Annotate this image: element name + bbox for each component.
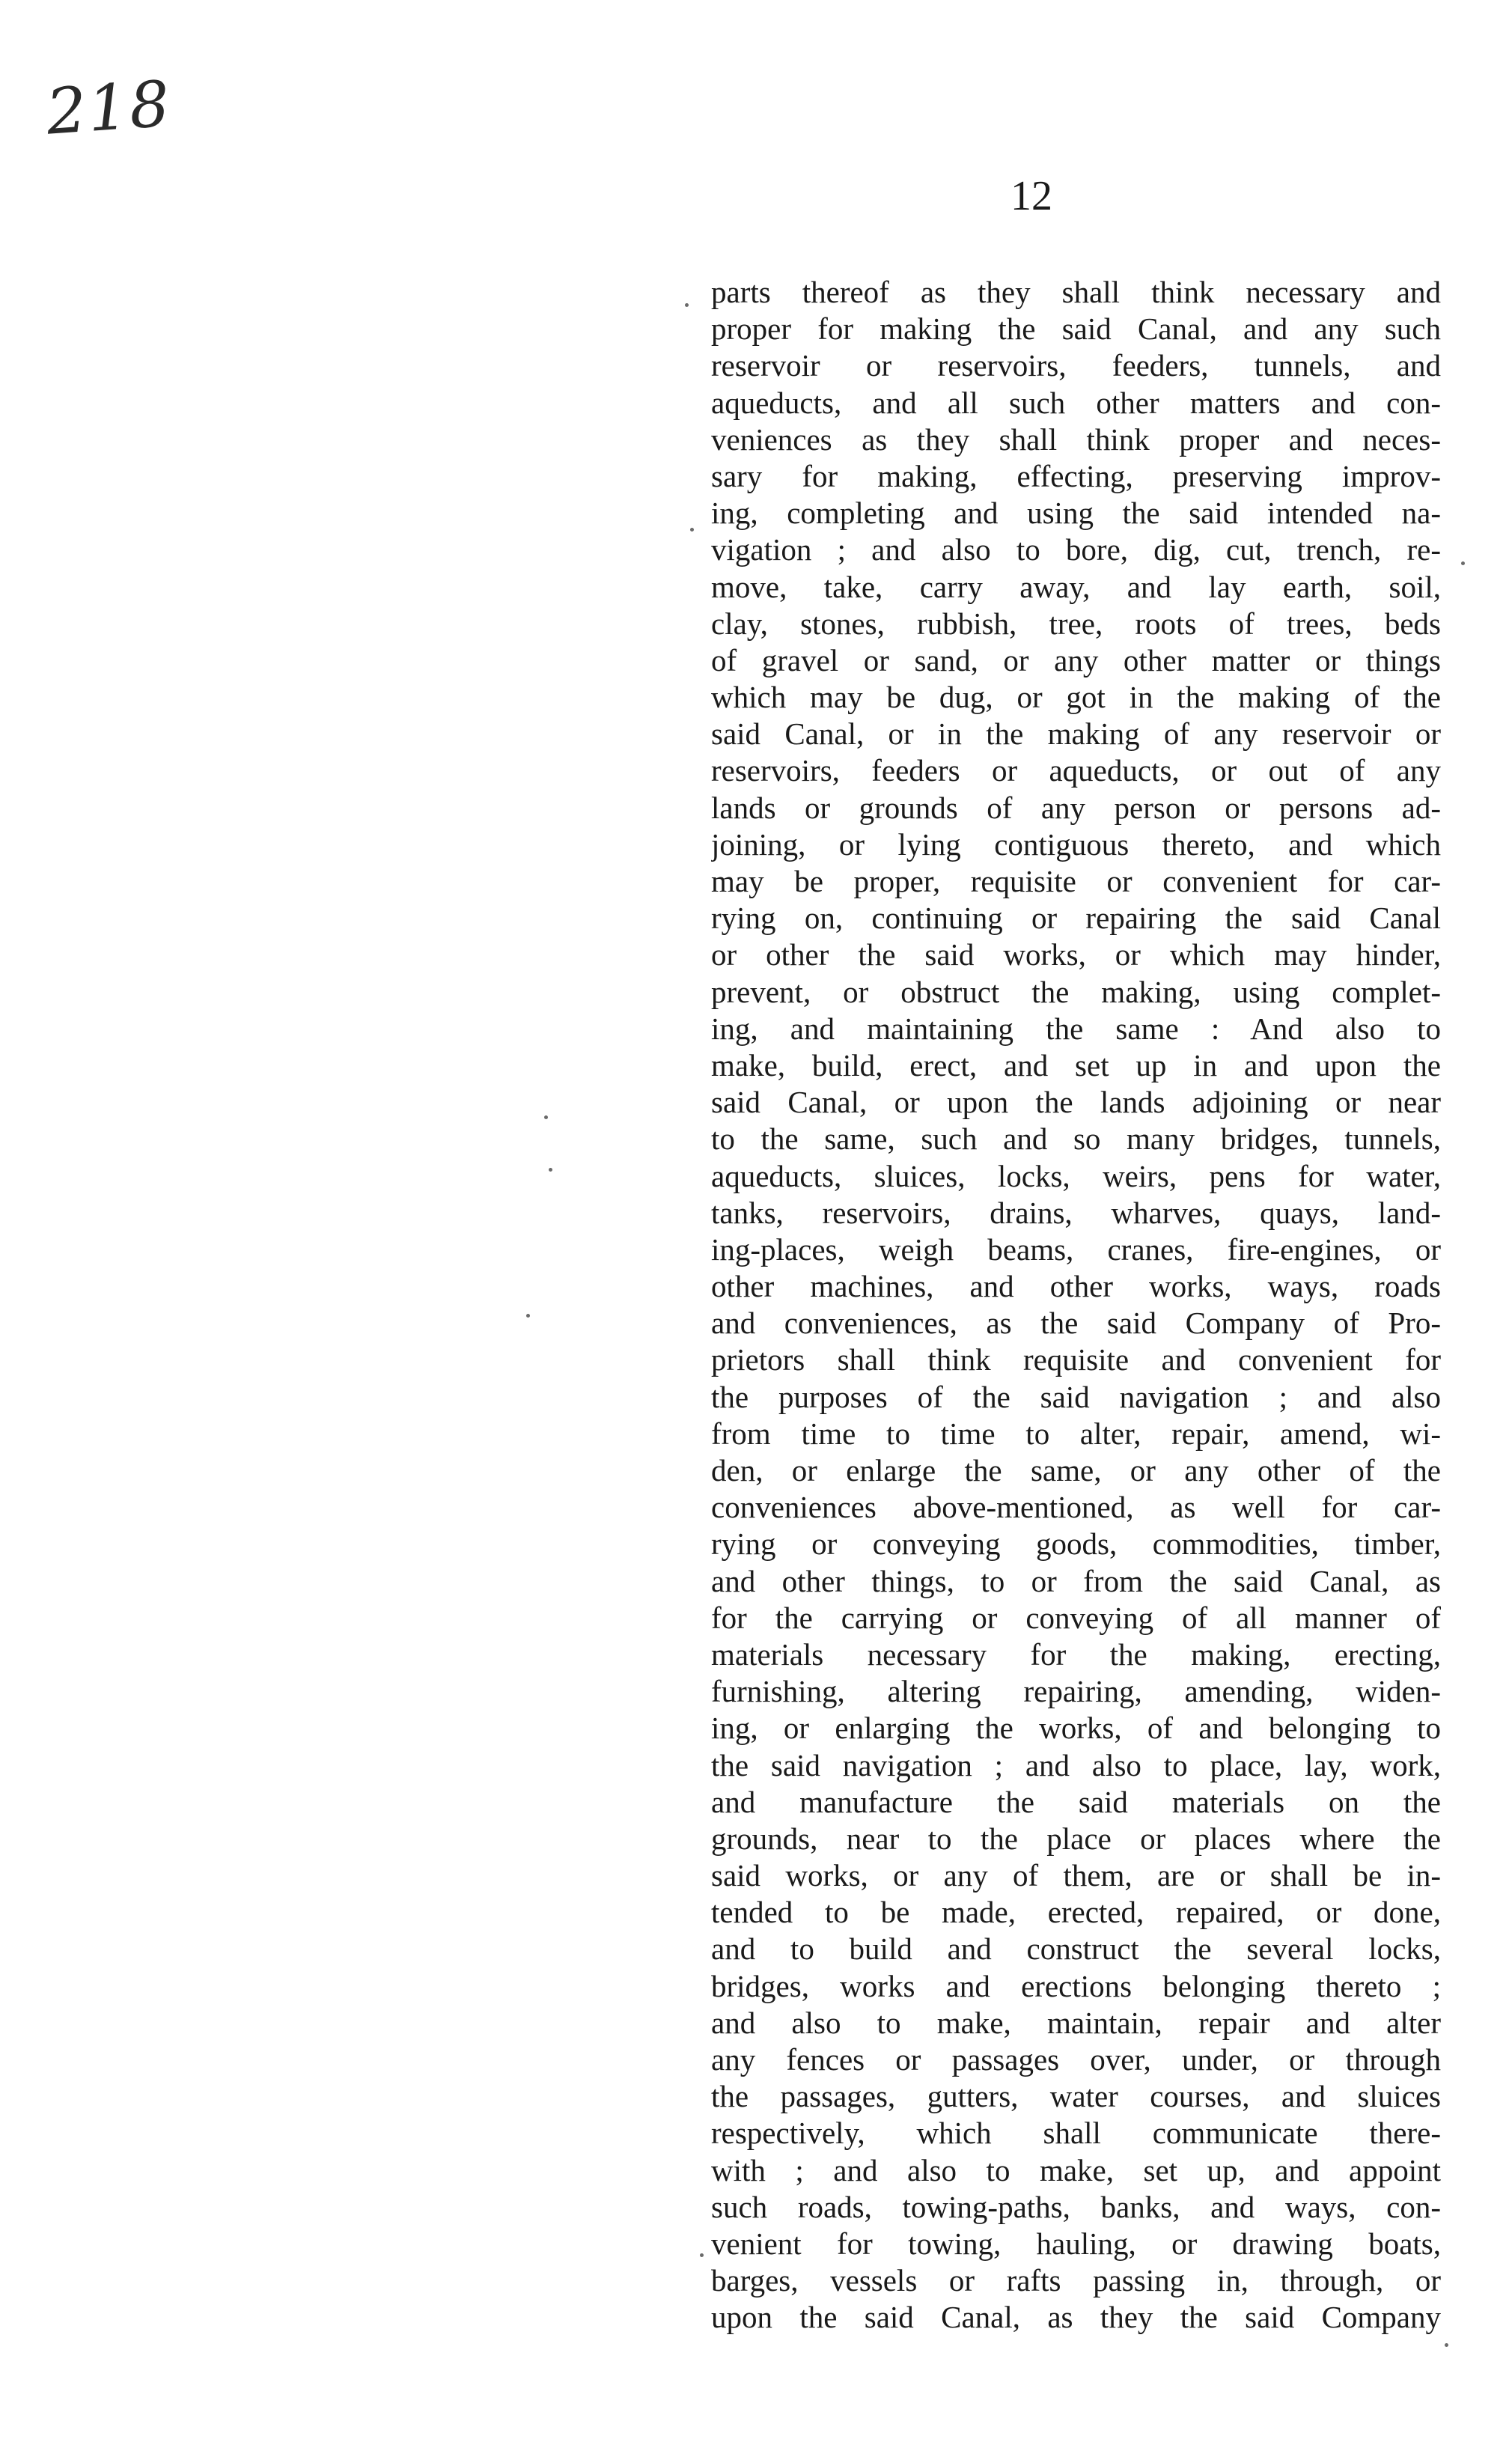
text-line: of gravel or sand, or any other matter or things bbox=[711, 642, 1441, 678]
text-line: ing-places, weigh beams, cranes, fire-engines, or bbox=[711, 1231, 1441, 1267]
text-line: joining, or lying contiguous thereto, and which bbox=[711, 826, 1441, 862]
text-line: may be proper, requisite or convenient for car- bbox=[711, 864, 1441, 898]
text-line: aqueducts, and all such other matters and con- bbox=[711, 385, 1441, 420]
text-line: or other the said works, or which may hinder, bbox=[711, 937, 1441, 972]
text-line: the passages, gutters, water courses, and sluices bbox=[711, 2079, 1441, 2114]
text-line: den, or enlarge the same, or any other of the bbox=[711, 1453, 1441, 1488]
text-line: reservoirs, feeders or aqueducts, or out of any bbox=[711, 753, 1441, 788]
scan-speck bbox=[1461, 561, 1465, 565]
text-line: for the carrying or conveying of all manner of bbox=[711, 1600, 1441, 1635]
text-line: aqueducts, sluices, locks, weirs, pens for water, bbox=[711, 1158, 1441, 1193]
text-line: and to build and construct the several locks, bbox=[711, 1931, 1441, 1967]
text-line: with ; and also to make, set up, and appoint bbox=[711, 2152, 1441, 2187]
text-line: and conveniences, as the said Company of Pro- bbox=[711, 1306, 1441, 1341]
text-line: the said navigation ; and also to place, lay, work, bbox=[711, 1747, 1441, 1782]
text-line: sary for making, effecting, preserving improv- bbox=[711, 458, 1441, 493]
scan-speck bbox=[549, 1168, 552, 1172]
scan-speck bbox=[526, 1314, 530, 1318]
text-line: and other things, to or from the said Canal, as bbox=[711, 1563, 1441, 1598]
text-line: ing, and maintaining the same : And also to bbox=[711, 1011, 1441, 1046]
text-line: rying or conveying goods, commodities, timber, bbox=[711, 1526, 1441, 1562]
text-line: vigation ; and also to bore, dig, cut, trench, re- bbox=[711, 532, 1441, 567]
text-line: other machines, and other works, ways, roads bbox=[711, 1269, 1441, 1304]
text-line: said Canal, or in the making of any reservoir or bbox=[711, 716, 1441, 752]
text-line: tended to be made, erected, repaired, or done, bbox=[711, 1895, 1441, 1930]
text-line: from time to time to alter, repair, amend, wi- bbox=[711, 1416, 1441, 1451]
text-line: grounds, near to the place or places where the bbox=[711, 1821, 1441, 1856]
text-line: rying on, continuing or repairing the said Canal bbox=[711, 901, 1441, 936]
text-line: conveniences above-mentioned, as well for car- bbox=[711, 1490, 1441, 1525]
text-line: venient for towing, hauling, or drawing boats, bbox=[711, 2226, 1441, 2261]
text-line: prevent, or obstruct the making, using complet- bbox=[711, 974, 1441, 1009]
text-line: barges, vessels or rafts passing in, through, or bbox=[711, 2263, 1441, 2298]
scan-speck bbox=[1445, 2343, 1448, 2347]
text-line: proper for making the said Canal, and any such bbox=[711, 311, 1441, 347]
text-line: make, build, erect, and set up in and upon the bbox=[711, 1047, 1441, 1083]
text-line: which may be dug, or got in the making of the bbox=[711, 680, 1441, 715]
text-line: such roads, towing-paths, banks, and ways, con- bbox=[711, 2189, 1441, 2224]
text-line: furnishing, altering repairing, amending, widen- bbox=[711, 1674, 1441, 1709]
text-line: lands or grounds of any person or persons ad- bbox=[711, 790, 1441, 825]
text-line: clay, stones, rubbish, tree, roots of trees, beds bbox=[711, 606, 1441, 641]
handwritten-annotation: 218 bbox=[43, 67, 174, 149]
text-line: and manufacture the said materials on the bbox=[711, 1784, 1441, 1819]
text-line: tanks, reservoirs, drains, wharves, quays, land- bbox=[711, 1195, 1441, 1230]
text-line: said Canal, or upon the lands adjoining or near bbox=[711, 1085, 1441, 1120]
scan-speck bbox=[685, 303, 689, 307]
text-line: prietors shall think requisite and convenient for bbox=[711, 1342, 1441, 1377]
scan-speck bbox=[690, 528, 694, 532]
text-line: move, take, carry away, and lay earth, soil, bbox=[711, 569, 1441, 604]
text-line: any fences or passages over, under, or through bbox=[711, 2042, 1441, 2077]
text-line: upon the said Canal, as they the said Company bbox=[711, 2300, 1441, 2335]
text-line: materials necessary for the making, erecting, bbox=[711, 1636, 1441, 1672]
text-line: the purposes of the said navigation ; and also bbox=[711, 1379, 1441, 1414]
text-line: and also to make, maintain, repair and alter bbox=[711, 2005, 1441, 2040]
text-line: said works, or any of them, are or shall be in- bbox=[711, 1858, 1441, 1893]
text-line: respectively, which shall communicate there- bbox=[711, 2116, 1441, 2151]
text-line: to the same, such and so many bridges, tunnels, bbox=[711, 1121, 1441, 1157]
text-line: ing, completing and using the said intended na- bbox=[711, 496, 1441, 531]
scan-speck bbox=[544, 1115, 548, 1119]
body-text bbox=[711, 274, 1441, 2336]
text-line: veniences as they shall think proper and neces- bbox=[711, 421, 1441, 457]
page-number: 12 bbox=[1010, 173, 1052, 219]
scan-speck bbox=[700, 2253, 704, 2257]
text-line: reservoir or reservoirs, feeders, tunnels, and bbox=[711, 348, 1441, 383]
text-line: ing, or enlarging the works, of and belonging to bbox=[711, 1711, 1441, 1746]
text-line: bridges, works and erections belonging thereto ; bbox=[711, 1968, 1441, 2003]
text-line: parts thereof as they shall think necessary and bbox=[711, 275, 1441, 309]
